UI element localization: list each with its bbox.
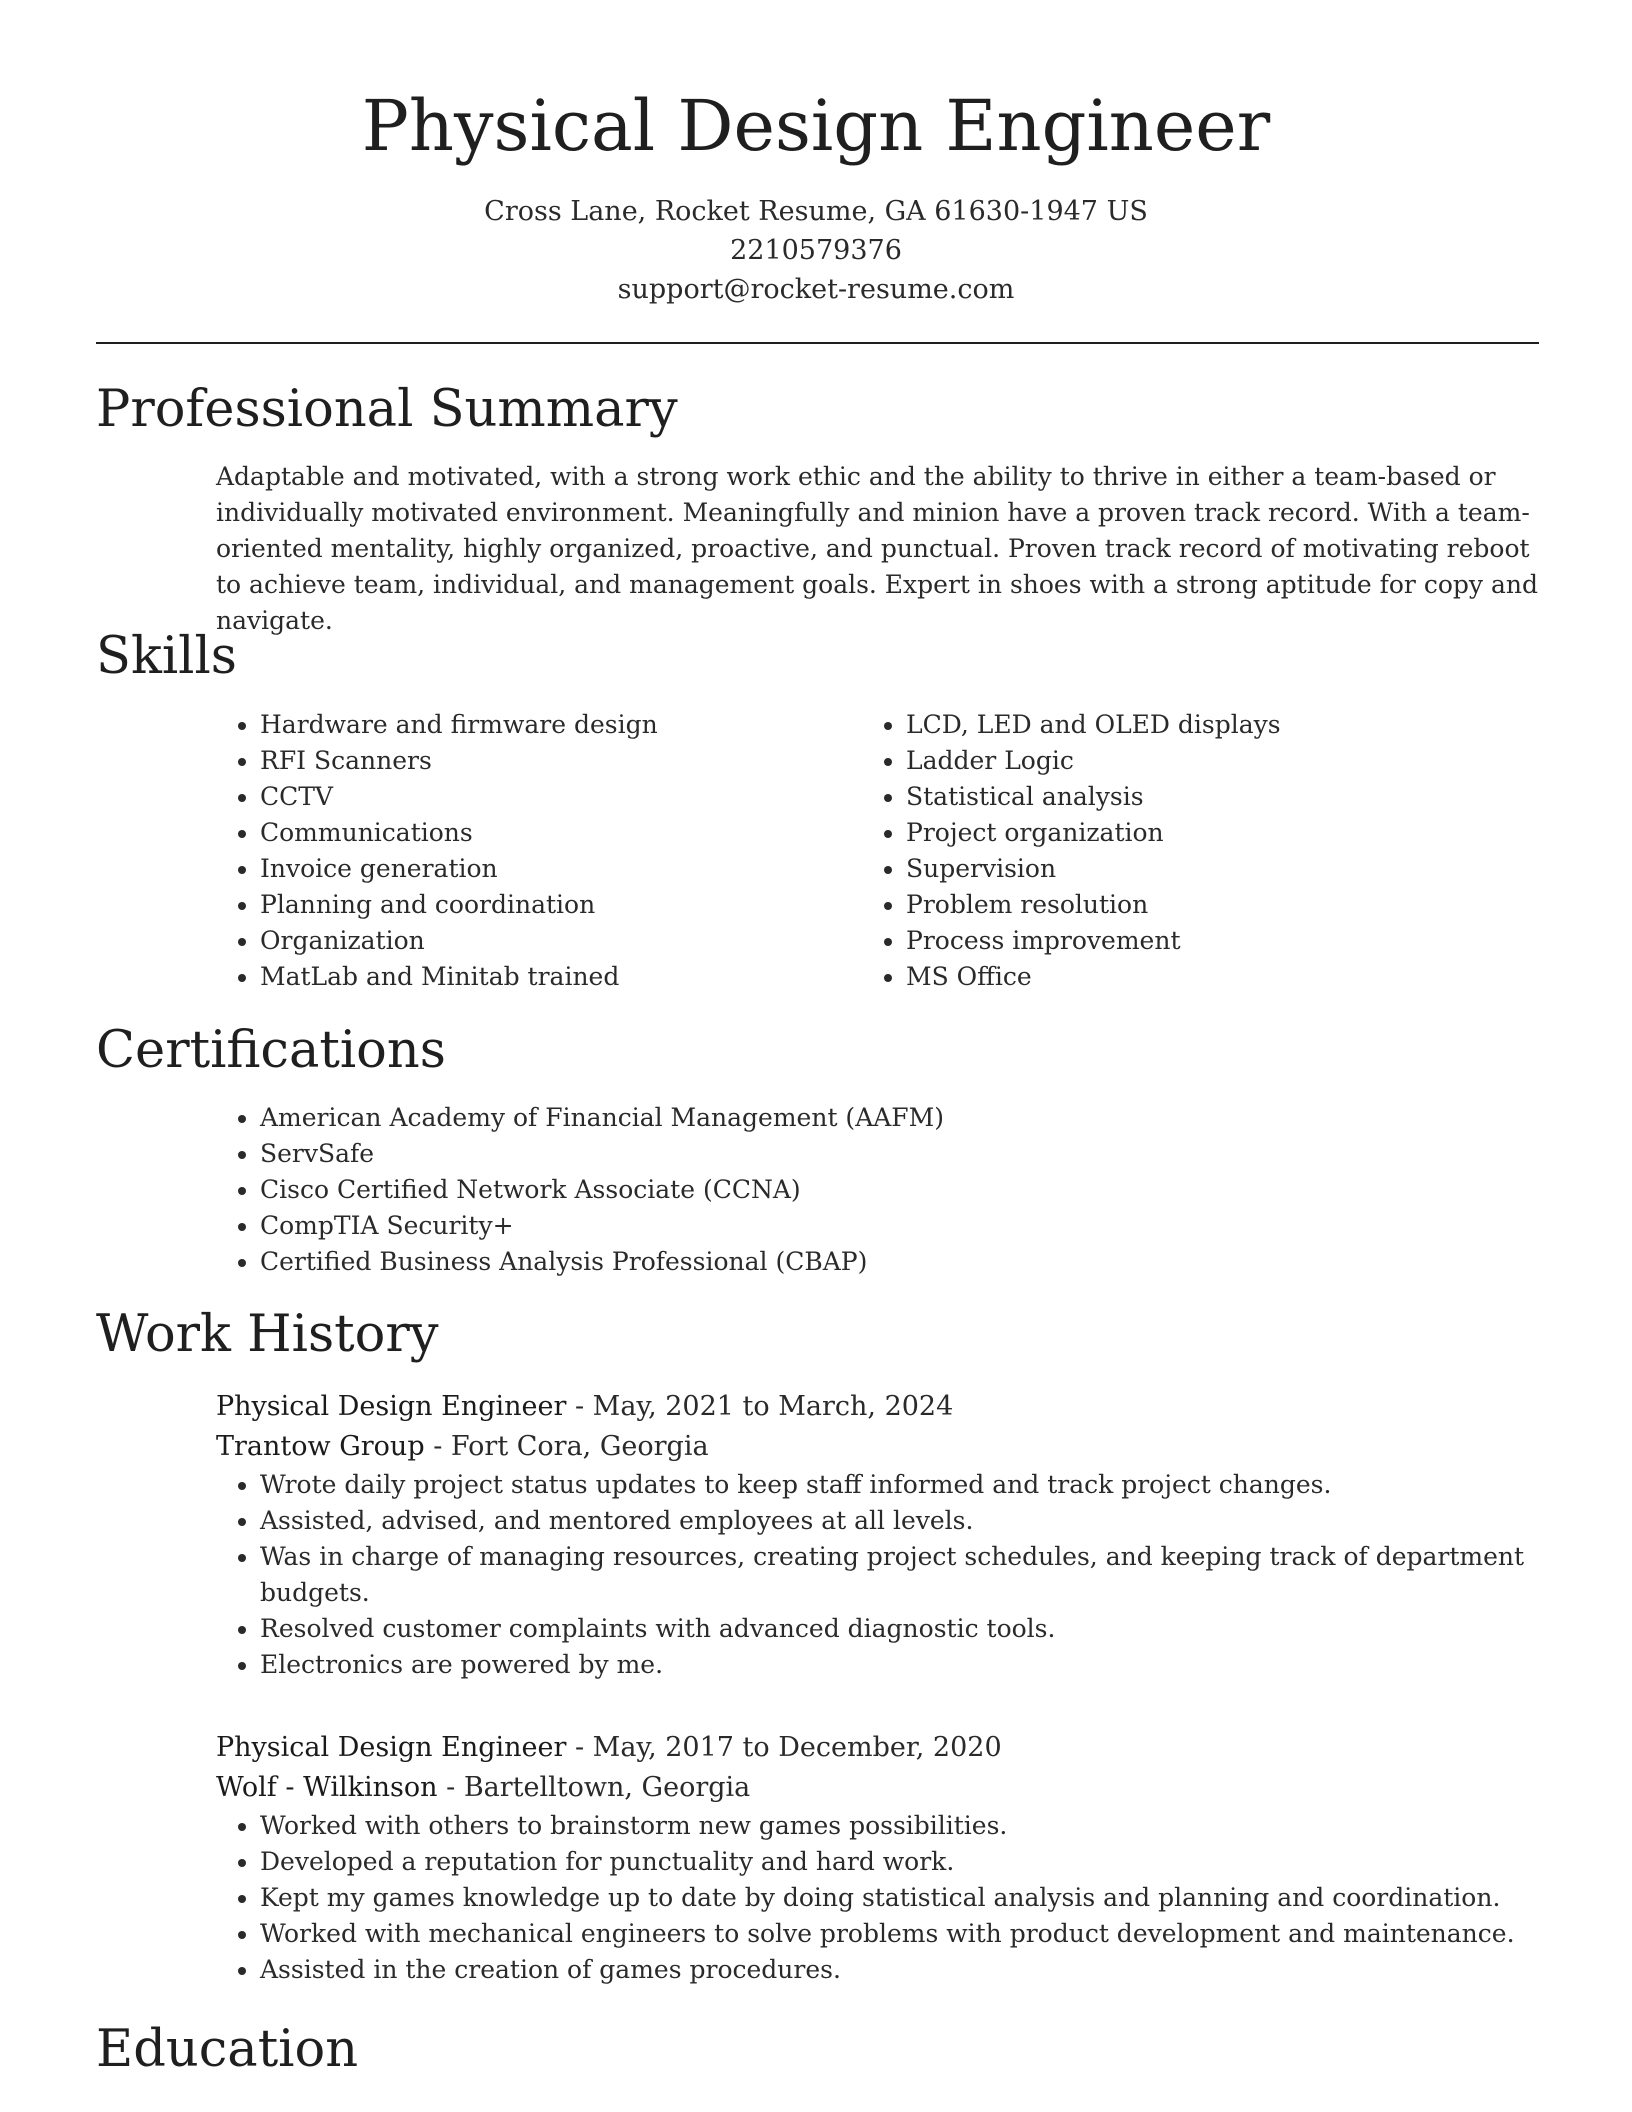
skill-item: • Statistical analysis [906, 779, 1502, 815]
job-bullet: • Assisted in the creation of games procedures. [260, 1952, 1546, 1988]
skill-item: • Organization [260, 923, 856, 959]
certification-item: • CompTIA Security+ [260, 1208, 1546, 1244]
skill-item: • Ladder Logic [906, 743, 1502, 779]
skill-item: • Project organization [906, 815, 1502, 851]
job-bullet: • Worked with others to brainstorm new games possibilities. [260, 1808, 1546, 1844]
skill-item: • Invoice generation [260, 851, 856, 887]
section-title-summary: Professional Summary [96, 380, 678, 439]
skills-column-right [862, 707, 1502, 995]
job-bullets [216, 1467, 1546, 1683]
contact-info [0, 192, 1632, 309]
job-title-line [216, 1387, 1546, 1427]
job-entry [216, 1728, 1546, 1988]
job-bullet: • Worked with mechanical engineers to solve problems with product development and maintenance. [260, 1916, 1546, 1952]
skill-item: • Hardware and firmware design [260, 707, 856, 743]
certification-item: • Cisco Certified Network Associate (CCNA) [260, 1172, 1546, 1208]
skills-column-left [216, 707, 856, 995]
skill-item: • Problem resolution [906, 887, 1502, 923]
skill-item: • Process improvement [906, 923, 1502, 959]
job-company-line [216, 1768, 1546, 1808]
job-entry [216, 1387, 1546, 1683]
skill-item: • MS Office [906, 959, 1502, 995]
job-bullet: • Resolved customer complaints with advanced diagnostic tools. [260, 1611, 1546, 1647]
contact-email: support@rocket-resume.com [617, 274, 1015, 305]
job-title: Physical Design Engineer [216, 1391, 567, 1422]
skill-item: • Planning and coordination [260, 887, 856, 923]
section-title-work-history: Work History [96, 1305, 439, 1364]
job-location: - Fort Cora, Georgia [424, 1431, 709, 1462]
summary-text: Adaptable and motivated, with a strong work ethic and the ability to thrive in either a team-based or individually motivated environment. Meaningfully and minion have a proven track record. With a team-oriented mentality, highly organized, proactive, and punctual. Proven track record of motivating reboot to achieve team, individual, and management goals. Expert in shoes with a strong aptitude for copy and navigate. [216, 462, 1538, 635]
section-title-certifications: Certifications [96, 1021, 446, 1080]
resume-header [0, 0, 1632, 309]
job-company-line [216, 1427, 1546, 1467]
skill-item: • Communications [260, 815, 856, 851]
skill-item: • LCD, LED and OLED displays [906, 707, 1502, 743]
job-bullet: • Kept my games knowledge up to date by doing statistical analysis and planning and coordination. [260, 1880, 1546, 1916]
certification-item: • ServSafe [260, 1136, 1546, 1172]
skill-item: • MatLab and Minitab trained [260, 959, 856, 995]
job-bullet: • Electronics are powered by me. [260, 1647, 1546, 1683]
job-bullets [216, 1808, 1546, 1988]
job-title-line [216, 1728, 1546, 1768]
certification-item: • American Academy of Financial Management (AAFM) [260, 1100, 1546, 1136]
skill-item: • RFI Scanners [260, 743, 856, 779]
skill-item: • Supervision [906, 851, 1502, 887]
candidate-name: Physical Design Engineer [361, 85, 1271, 167]
contact-address: Cross Lane, Rocket Resume, GA 61630-1947 US [484, 196, 1148, 227]
job-company: Wolf - Wilkinson [216, 1772, 438, 1803]
section-title-skills: Skills [96, 627, 237, 686]
job-company: Trantow Group [216, 1431, 425, 1462]
certification-item: • Certified Business Analysis Professional (CBAP) [260, 1244, 1546, 1280]
job-dates: - May, 2021 to March, 2024 [566, 1391, 954, 1422]
section-title-education: Education [96, 2020, 359, 2079]
skill-item: • CCTV [260, 779, 856, 815]
job-bullet: • Developed a reputation for punctuality and hard work. [260, 1844, 1546, 1880]
contact-phone: 2210579376 [730, 235, 902, 266]
job-bullet: • Wrote daily project status updates to keep staff informed and track project changes. [260, 1467, 1546, 1503]
job-title: Physical Design Engineer [216, 1732, 567, 1763]
job-location: - Bartelltown, Georgia [437, 1772, 751, 1803]
job-bullet: • Assisted, advised, and mentored employees at all levels. [260, 1503, 1546, 1539]
job-bullet: • Was in charge of managing resources, creating project schedules, and keeping track of department budgets. [260, 1539, 1546, 1611]
certifications-list [216, 1100, 1546, 1280]
header-divider [96, 342, 1539, 344]
job-dates: - May, 2017 to December, 2020 [566, 1732, 1002, 1763]
